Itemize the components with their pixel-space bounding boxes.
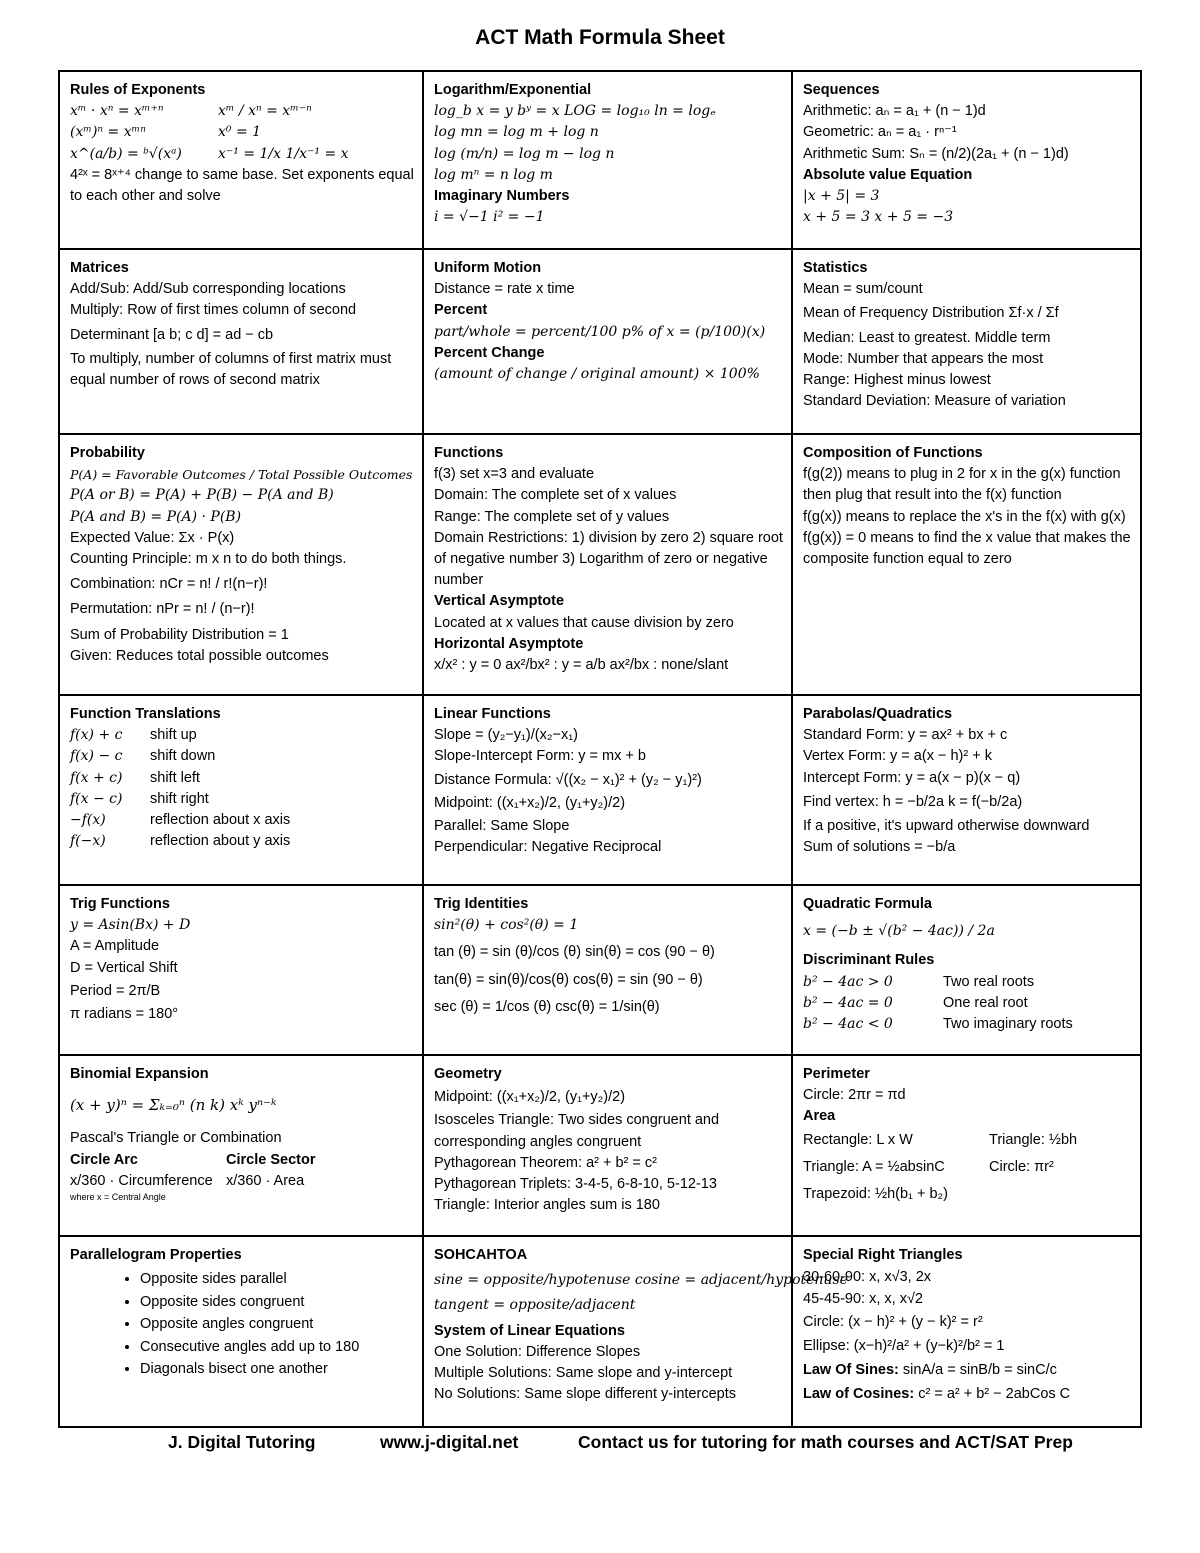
cell-statistics (793, 250, 1140, 435)
cell-heading: Uniform Motion (434, 260, 542, 276)
text-line: Sum of Probability Distribution = 1 (70, 626, 289, 643)
formula: Geometric: aₙ = a₁ · rⁿ⁻¹ (803, 124, 957, 141)
formula: Rectangle: L x W (803, 1131, 913, 1148)
cell-sequences (793, 72, 1140, 250)
formula: Determinant [a b; c d] = ad − cb (70, 326, 274, 343)
text-line: Range: Highest minus lowest (803, 372, 991, 389)
cell-rules-of-exponents (60, 72, 424, 250)
text-line: D = Vertical Shift (70, 959, 178, 976)
text-line: shift down (150, 748, 216, 765)
formula: Distance Formula: √((x₂ − x₁)² + (y₂ − y₁)²) (434, 771, 702, 788)
text-line: Two imaginary roots (943, 1016, 1073, 1033)
text-line: f(g(x)) means to replace the x's in the f(x) with g(x) (803, 508, 1126, 525)
cell-quadratic-formula (793, 886, 1140, 1056)
cell-logarithm-exponential (424, 72, 793, 250)
formula: Sum of solutions = −b/a (803, 839, 956, 856)
formula: x + 5 = 3 x + 5 = −3 (803, 209, 954, 226)
formula: P(A) = Favorable Outcomes / Total Possible Outcomes (70, 467, 413, 483)
formula: tan (θ) = sin (θ)/cos (θ) sin(θ) = cos (90 − θ) (434, 944, 715, 961)
footnote: where x = Central Angle (70, 1192, 166, 1203)
text-line: A = Amplitude (70, 938, 160, 955)
cell-heading: Quadratic Formula (803, 896, 932, 912)
text-line: Two real roots (943, 973, 1035, 990)
formula: P(A or B) = P(A) + P(B) − P(A and B) (70, 487, 334, 504)
sub-heading: Circle Arc (70, 1151, 138, 1168)
formula: Period = 2π/B (70, 982, 161, 999)
formula: b² − 4ac = 0 (803, 994, 893, 1011)
cell-uniform-motion (424, 250, 793, 435)
formula: Triangle: ½bh (989, 1131, 1078, 1148)
cell-probability (60, 435, 424, 696)
sub-heading: Circle Sector (226, 1151, 316, 1168)
footer-company: J. Digital Tutoring (168, 1432, 316, 1452)
cell-function-translations (60, 696, 424, 886)
formula: 45-45-90: x, x, x√2 (803, 1291, 923, 1308)
formula: c² = a² + b² − 2abCos C (918, 1386, 1071, 1403)
text-line: Counting Principle: m x n to do both things. (70, 551, 347, 568)
sub-heading: Percent (434, 302, 488, 319)
law-label: Law Of Sines: (803, 1362, 899, 1379)
formula: x^(a/b) = ᵇ√(xᵃ) (70, 145, 182, 162)
text-line: Isosceles Triangle: Two sides congruent and corresponding angles congruent (434, 1112, 720, 1150)
footer-contact: Contact us for tutoring for math courses and ACT/SAT Prep (578, 1432, 1073, 1452)
text-line: Parallel: Same Slope (434, 818, 570, 835)
text-line: reflection about y axis (150, 833, 291, 850)
text-line: No Solutions: Same slope different y-intercepts (434, 1386, 736, 1403)
cell-heading: Parabolas/Quadratics (803, 706, 953, 722)
cell-heading: Function Translations (70, 706, 221, 722)
cell-heading: SOHCAHTOA (434, 1247, 528, 1263)
formula: tan(θ) = sin(θ)/cos(θ) cos(θ) = sin (90 − θ) (434, 971, 703, 988)
cell-heading: Matrices (70, 260, 129, 276)
formula: y = Asin(Bx) + D (70, 917, 191, 934)
list-item: • Opposite angles congruent (140, 1313, 416, 1336)
formula: log_b x = y bʸ = x LOG = log₁₀ ln = logₑ (434, 103, 716, 120)
text-line: Triangle: Interior angles sum is 180 (434, 1197, 660, 1214)
formula: x⁻¹ = 1/x 1/x⁻¹ = x (218, 145, 349, 162)
cell-composition-of-functions (793, 435, 1140, 696)
formula: Ellipse: (x−h)²/a² + (y−k)²/b² = 1 (803, 1337, 1005, 1354)
formula: log mn = log m + log n (434, 124, 599, 141)
page-title: ACT Math Formula Sheet (475, 26, 725, 49)
formula: sine = opposite/hypotenuse cosine = adjacent/hypotenuse (434, 1272, 848, 1289)
formula: 30-60-90: x, x√3, 2x (803, 1269, 932, 1286)
list-item: • Diagonals bisect one another (140, 1358, 416, 1381)
formula: Standard Form: y = ax² + bx + c (803, 727, 1008, 744)
cell-special-right-triangles (793, 1237, 1140, 1426)
formula-grid (58, 70, 1142, 1428)
formula: f(x − c) (70, 790, 123, 807)
cell-heading: Geometry (434, 1066, 502, 1082)
formula: f(x) − c (70, 748, 123, 765)
cell-parabolas-quadratics (793, 696, 1140, 886)
text-line: Pythagorean Triplets: 3-4-5, 6-8-10, 5-12-13 (434, 1176, 717, 1193)
formula: xᵐ · xⁿ = xᵐ⁺ⁿ (70, 103, 164, 120)
sub-heading: Discriminant Rules (803, 952, 935, 969)
text-line: Mean = sum/count (803, 281, 923, 298)
text-line: If a positive, it's upward otherwise downward (803, 818, 1090, 835)
text-line: Median: Least to greatest. Middle term (803, 329, 1051, 346)
text-line: Standard Deviation: Measure of variation (803, 393, 1066, 410)
formula: Circle: (x − h)² + (y − k)² = r² (803, 1313, 983, 1330)
formula: x = (−b ± √(b² − 4ac)) / 2a (803, 923, 995, 940)
cell-heading: Probability (70, 445, 145, 461)
formula: (x + y)ⁿ = Σₖ₌₀ⁿ (n k) xᵏ yⁿ⁻ᵏ (70, 1096, 277, 1115)
text-line: f(g(2)) means to plug in 2 for x in the g(x) function then plug that result into the f(x) function (803, 466, 1121, 504)
cell-parallelogram-properties (60, 1237, 424, 1426)
formula: log mⁿ = n log m (434, 166, 553, 183)
formula: Arithmetic: aₙ = a₁ + (n − 1)d (803, 103, 986, 120)
text-line: Add/Sub: Add/Sub corresponding locations (70, 281, 346, 298)
list-item: • Consecutive angles add up to 180 (140, 1336, 416, 1359)
text-line: reflection about x axis (150, 812, 291, 829)
cell-heading: Sequences (803, 82, 880, 98)
property-list (70, 1268, 416, 1381)
cell-heading: Parallelogram Properties (70, 1247, 242, 1263)
formula: f(−x) (70, 833, 106, 850)
formula: Intercept Form: y = a(x − p)(x − q) (803, 769, 1021, 786)
text-line: shift up (150, 727, 197, 744)
formula: Pythagorean Theorem: a² + b² = c² (434, 1154, 657, 1171)
formula: i = √−1 i² = −1 (434, 209, 545, 226)
text-line: shift left (150, 769, 200, 786)
formula: b² − 4ac < 0 (803, 1016, 893, 1033)
text-line: Range: The complete set of y values (434, 508, 670, 525)
cell-heading: Functions (434, 445, 504, 461)
formula: Arithmetic Sum: Sₙ = (n/2)(2a₁ + (n − 1)d) (803, 145, 1069, 162)
sub-heading: Imaginary Numbers (434, 188, 570, 205)
formula: sinA/a = sinB/b = sinC/c (902, 1362, 1057, 1379)
text-line: Multiply: Row of first times column of second (70, 302, 357, 319)
law-label: Law of Cosines: (803, 1386, 915, 1403)
formula: x/x² : y = 0 ax²/bx² : y = a/b ax²/bx : none/slant (434, 657, 729, 674)
cell-trig-identities (424, 886, 793, 1056)
sub-heading: Absolute value Equation (803, 166, 973, 183)
list-item: • Opposite sides congruent (140, 1291, 416, 1314)
formula: Find vertex: h = −b/2a k = f(−b/2a) (803, 793, 1023, 810)
formula-note: 4²ˣ = 8ˣ⁺⁴ change to same base. Set exponents equal to each other and solve (70, 166, 414, 205)
formula: Midpoint: ((x₁+x₂)/2, (y₁+y₂)/2) (434, 1089, 626, 1106)
cell-heading: Logarithm/Exponential (434, 82, 592, 98)
formula: Trapezoid: ½h(b₁ + b₂) (803, 1186, 948, 1203)
sub-heading: Horizontal Asymptote (434, 635, 584, 652)
sub-heading: System of Linear Equations (434, 1322, 625, 1339)
text-line: Given: Reduces total possible outcomes (70, 647, 329, 664)
formula: −f(x) (70, 812, 106, 829)
formula: |x + 5| = 3 (803, 188, 880, 205)
formula: x⁰ = 1 (218, 124, 262, 141)
text-line: f(g(x)) = 0 means to find the x value that makes the composite function equal to zero (803, 529, 1131, 568)
formula: x/360 · Area (226, 1172, 305, 1189)
formula: (xᵐ)ⁿ = xᵐⁿ (70, 124, 146, 141)
formula: Triangle: A = ½absinC (803, 1158, 945, 1175)
formula: x/360 · Circumference (70, 1172, 213, 1189)
text-line: Perpendicular: Negative Reciprocal (434, 839, 662, 856)
formula: sec (θ) = 1/cos (θ) csc(θ) = 1/sin(θ) (434, 998, 660, 1015)
text-line: Pascal's Triangle or Combination (70, 1130, 282, 1147)
cell-heading: Trig Functions (70, 896, 170, 912)
cell-heading: Rules of Exponents (70, 82, 206, 98)
formula: xᵐ / xⁿ = xᵐ⁻ⁿ (218, 103, 312, 120)
cell-heading: Special Right Triangles (803, 1247, 963, 1263)
sub-heading: Vertical Asymptote (434, 593, 565, 610)
formula: f(x + c) (70, 769, 123, 786)
text-line: Domain: The complete set of x values (434, 487, 677, 504)
sub-heading: Area (803, 1108, 836, 1125)
formula: Permutation: nPr = n! / (n−r)! (70, 601, 255, 618)
cell-functions (424, 435, 793, 696)
cell-sohcahtoa (424, 1237, 848, 1426)
text-line: Mode: Number that appears the most (803, 350, 1044, 367)
list-item: • Opposite sides parallel (140, 1268, 416, 1291)
formula: tangent = opposite/adjacent (434, 1297, 636, 1314)
cell-trig-functions (60, 886, 424, 1056)
text-line: To multiply, number of columns of first matrix must equal number of rows of second matrix (70, 350, 392, 389)
cell-matrices (60, 250, 424, 435)
text-line: Mean of Frequency Distribution Σf·x / Σf (803, 305, 1059, 322)
text-line: Domain Restrictions: 1) division by zero 2) square root of negative number 3) Logarithm of zero or negative number (434, 529, 783, 589)
cell-heading: Statistics (803, 260, 868, 276)
formula: b² − 4ac > 0 (803, 973, 893, 990)
formula: Combination: nCr = n! / r!(n−r)! (70, 576, 268, 593)
formula: Vertex Form: y = a(x − h)² + k (803, 748, 992, 765)
text-line: Multiple Solutions: Same slope and y-intercept (434, 1365, 733, 1382)
cell-linear-functions (424, 696, 793, 886)
formula: log (m/n) = log m − log n (434, 145, 615, 162)
cell-heading: Perimeter (803, 1066, 870, 1082)
text-line: Expected Value: Σx · P(x) (70, 529, 235, 546)
formula: Circle: 2πr = πd (803, 1087, 906, 1104)
formula: sin²(θ) + cos²(θ) = 1 (434, 917, 579, 934)
footer-website[interactable]: www.j-digital.net (380, 1432, 519, 1452)
text-line: One real root (943, 994, 1028, 1011)
formula: f(x) + c (70, 727, 123, 744)
cell-heading: Binomial Expansion (70, 1066, 209, 1082)
sub-heading: Percent Change (434, 344, 545, 361)
cell-binomial-expansion (60, 1056, 424, 1237)
formula: Slope-Intercept Form: y = mx + b (434, 748, 646, 765)
text-line: One Solution: Difference Slopes (434, 1343, 641, 1360)
cell-heading: Linear Functions (434, 706, 551, 722)
formula: (amount of change / original amount) × 100% (434, 366, 760, 383)
cell-heading: Composition of Functions (803, 445, 983, 461)
formula: P(A and B) = P(A) · P(B) (70, 508, 242, 525)
text-line: f(3) set x=3 and evaluate (434, 466, 595, 483)
text-line: Located at x values that cause division by zero (434, 614, 734, 631)
formula: part/whole = percent/100 p% of x = (p/100)(x) (434, 323, 766, 340)
cell-geometry (424, 1056, 793, 1237)
cell-heading: Trig Identities (434, 896, 529, 912)
formula: Midpoint: ((x₁+x₂)/2, (y₁+y₂)/2) (434, 794, 626, 811)
formula: Circle: πr² (989, 1158, 1054, 1175)
formula: Slope = (y₂−y₁)/(x₂−x₁) (434, 727, 578, 744)
formula: π radians = 180° (70, 1006, 179, 1023)
cell-perimeter-area (793, 1056, 1140, 1237)
text-line: Distance = rate x time (434, 281, 575, 298)
text-line: shift right (150, 790, 209, 807)
